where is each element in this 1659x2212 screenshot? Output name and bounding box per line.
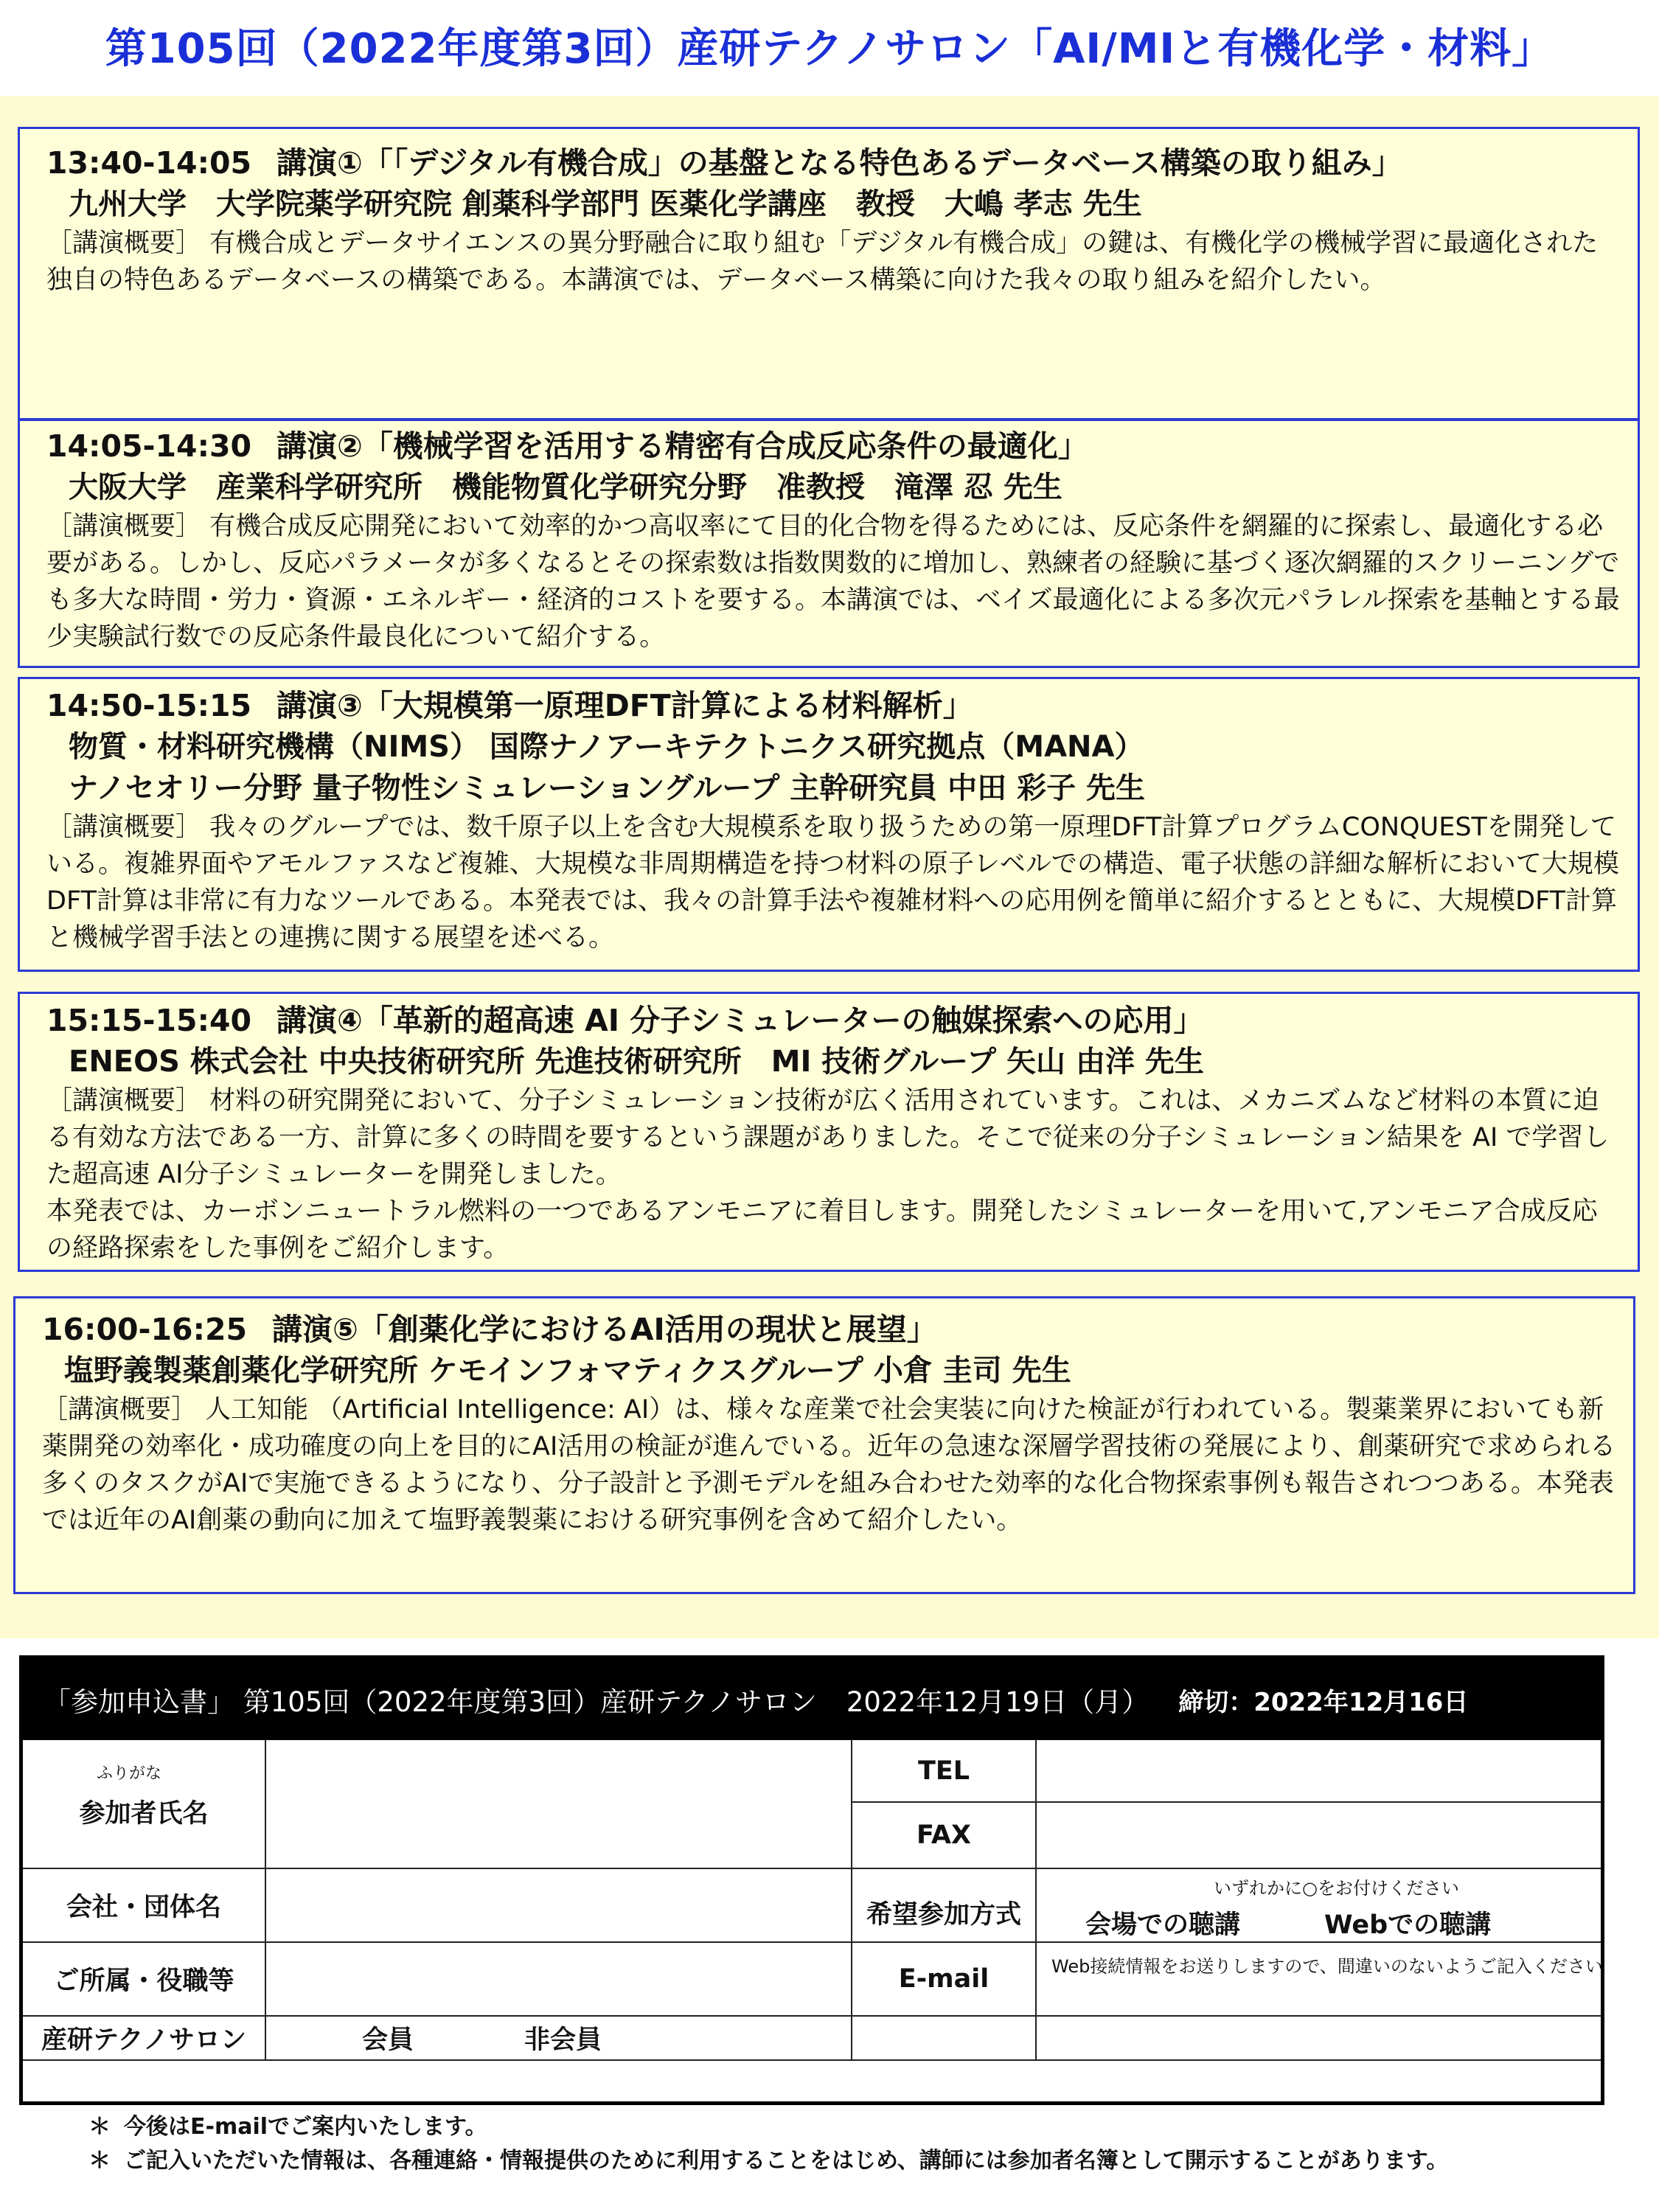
- footnote: ＊ 今後はE-mailでご案内いたします。: [88, 2114, 487, 2140]
- session-speaker: 九州大学 大学院薬学研究院 創薬科学部門 医薬化学講座 教授 大嶋 孝志 先生: [69, 187, 1142, 221]
- name-label: 参加者氏名: [79, 1798, 209, 1829]
- nonmember-option[interactable]: 非会員: [524, 2025, 602, 2055]
- furigana-label: ふりがな: [97, 1764, 162, 1783]
- fax-input[interactable]: [1037, 1803, 1601, 1869]
- session-title: 講演③「大規模第一原理DFT計算による材料解析」: [276, 688, 973, 723]
- session-speaker: 大阪大学 産業科学研究所 機能物質化学研究分野 准教授 滝澤 忍 先生: [69, 470, 1062, 504]
- form-grid: [23, 1740, 1601, 2101]
- session-time: 16:00-16:25: [42, 1312, 248, 1347]
- session-5: [13, 1296, 1635, 1594]
- page-title: 第105回（2022年度第3回）産研テクノサロン「AI/MIと有機化学・材料」: [105, 25, 1554, 73]
- session-title: 講演⑤「創薬化学におけるAI活用の現状と展望」: [272, 1312, 937, 1347]
- method-note: いずれかに○をお付けください: [1214, 1878, 1459, 1899]
- session-title: 講演①「「デジタル有機合成」の基盤となる特色あるデータベース構築の取り組み」: [276, 145, 1402, 181]
- membership-options: [266, 2017, 852, 2061]
- form-header: [23, 1659, 1601, 1740]
- session-speaker: ENEOS 株式会社 中央技術研究所 先進技術研究所 MI 技術グループ 矢山 由洋 先生: [69, 1045, 1204, 1079]
- application-form: [19, 1655, 1604, 2105]
- member-option[interactable]: 会員: [362, 2025, 414, 2055]
- method-options: [1037, 1869, 1601, 1943]
- session-1: [18, 127, 1640, 420]
- salon-label: 産研テクノサロン: [23, 2017, 266, 2061]
- session-time: 13:40-14:05: [46, 145, 252, 181]
- event-date: 2022年12月19日（月）: [846, 1686, 1150, 1718]
- email-input[interactable]: [1037, 1943, 1601, 2017]
- method-web-option[interactable]: Webでの聴講: [1324, 1910, 1492, 1940]
- blank-cell: [1037, 2017, 1601, 2061]
- session-title: 講演②「機械学習を活用する精密有合成反応条件の最適化」: [276, 428, 1088, 464]
- footnote: ＊ ご記入いただいた情報は、各種連絡・情報提供のために利用することをはじめ、講師には参加者名簿として開示することがあります。: [88, 2148, 1449, 2174]
- footnotes: [88, 2110, 1448, 2178]
- session-time: 14:05-14:30: [46, 428, 252, 464]
- deadline: 締切：2022年12月16日: [1178, 1687, 1469, 1717]
- dept-label: ご所属・役職等: [23, 1943, 266, 2017]
- session-abstract: ［講演概要］ 我々のグループでは、数千原子以上を含む大規模系を取り扱うための第一原理DFT計算プログラムCONQUESTを開発している。複雑界面やアモルファスなど複雑、大規模な非周期構造を持つ材料の原子レベルでの構造、電子状態の詳細な解析において大規模DFT計算は非常に有力なツールである。本発表では、我々の計算手法や複雑材料への応用例を簡単に紹介するとともに、大規模DFT計算と機械学習手法との連携に関する展望を述べる。: [46, 813, 1619, 953]
- session-speaker: 物質・材料研究機構（NIMS） 国際ナノアーキテクトニクス研究拠点（MANA）: [69, 730, 1144, 764]
- session-4: [18, 992, 1640, 1272]
- session-2: [18, 419, 1640, 668]
- email-label: E-mail: [852, 1943, 1037, 2017]
- session-abstract: ［講演概要］ 有機合成反応開発において効率的かつ高収率にて目的化合物を得るためには、反応条件を網羅的に探索し、最適化する必要がある。しかし、反応パラメータが多くなるとその探索数は指数関数的に増加し、熟練者の経験に基づく逐次網羅的スクリーニングでも多大な時間・労力・資源・エネルギー・経済的コストを要する。本講演では、ベイズ最適化による多次元パラレル探索を基軸とする最少実験試行数での反応条件最良化について紹介する。: [46, 512, 1620, 652]
- company-label: 会社・団体名: [23, 1869, 266, 1943]
- session-speaker-line2: ナノセオリー分野 量子物性シミュレーショングループ 主幹研究員 中田 彩子 先生: [69, 771, 1146, 805]
- tel-input[interactable]: [1037, 1740, 1601, 1803]
- dept-input[interactable]: [266, 1943, 852, 2017]
- method-label: 希望参加方式: [852, 1869, 1037, 1943]
- session-abstract: ［講演概要］ 材料の研究開発において、分子シミュレーション技術が広く活用されています。これは、メカニズムなど材料の本質に迫る有効な方法である一方、計算に多くの時間を要するという課題がありました。そこで従来の分子シミュレーション結果を AI で学習した超高速 AI分子シミュレーターを開発しました。 本発表では、カーボンニュートラル燃料の一つであるアンモニアに着目します。開発したシミュレーターを用いて,アンモニア合成反応の経路探索をした事例をご紹介します。: [46, 1086, 1610, 1263]
- session-speaker: 塩野義製薬創薬化学研究所 ケモインフォマティクスグループ 小倉 圭司 先生: [64, 1354, 1071, 1388]
- asterisk-icon: ＊: [88, 2148, 111, 2174]
- company-input[interactable]: [266, 1869, 852, 1943]
- session-abstract: ［講演概要］ 人工知能 （Artificial Intelligence: AI）は、様々な産業で社会実装に向けた検証が行われている。製薬業界においても新薬開発の効率化・成功確度の向上を目的にAI活用の検証が進んでいる。近年の急速な深層学習技術の発展により、創薬研究で求められる多くのタスクがAIで実施できるようになり、分子設計と予測モデルを組み合わせた効率的な化合物探索事例も報告されつつある。本発表では近年のAI創薬の動向に加えて塩野義製薬における研究事例を含めて紹介したい。: [42, 1395, 1616, 1535]
- form-title: 「参加申込書」 第105回（2022年度第3回）産研テクノサロン: [44, 1686, 817, 1718]
- session-time: 14:50-15:15: [46, 688, 252, 723]
- session-time: 15:15-15:40: [46, 1003, 252, 1038]
- name-input[interactable]: [266, 1740, 852, 1869]
- fax-label: FAX: [852, 1803, 1037, 1869]
- tel-label: TEL: [852, 1740, 1037, 1803]
- blank-row: [23, 2061, 1601, 2101]
- method-venue-option[interactable]: 会場での聴講: [1085, 1910, 1241, 1940]
- session-title: 講演④「革新的超高速 AI 分子シミュレーターの触媒探索への応用」: [276, 1003, 1204, 1038]
- session-abstract: ［講演概要］ 有機合成とデータサイエンスの異分野融合に取り組む「デジタル有機合成」の鍵は、有機化学の機械学習に最適化された独自の特色あるデータベースの構築である。本講演では、データベース構築に向けた我々の取り組みを紹介したい。: [46, 229, 1599, 295]
- session-3: [18, 677, 1640, 972]
- asterisk-icon: ＊: [88, 2114, 111, 2140]
- blank-cell: [852, 2017, 1037, 2061]
- name-label-cell: [23, 1740, 266, 1869]
- email-note: Web接続情報をお送りしますので、間違いのないようご記入ください: [1051, 1956, 1603, 1977]
